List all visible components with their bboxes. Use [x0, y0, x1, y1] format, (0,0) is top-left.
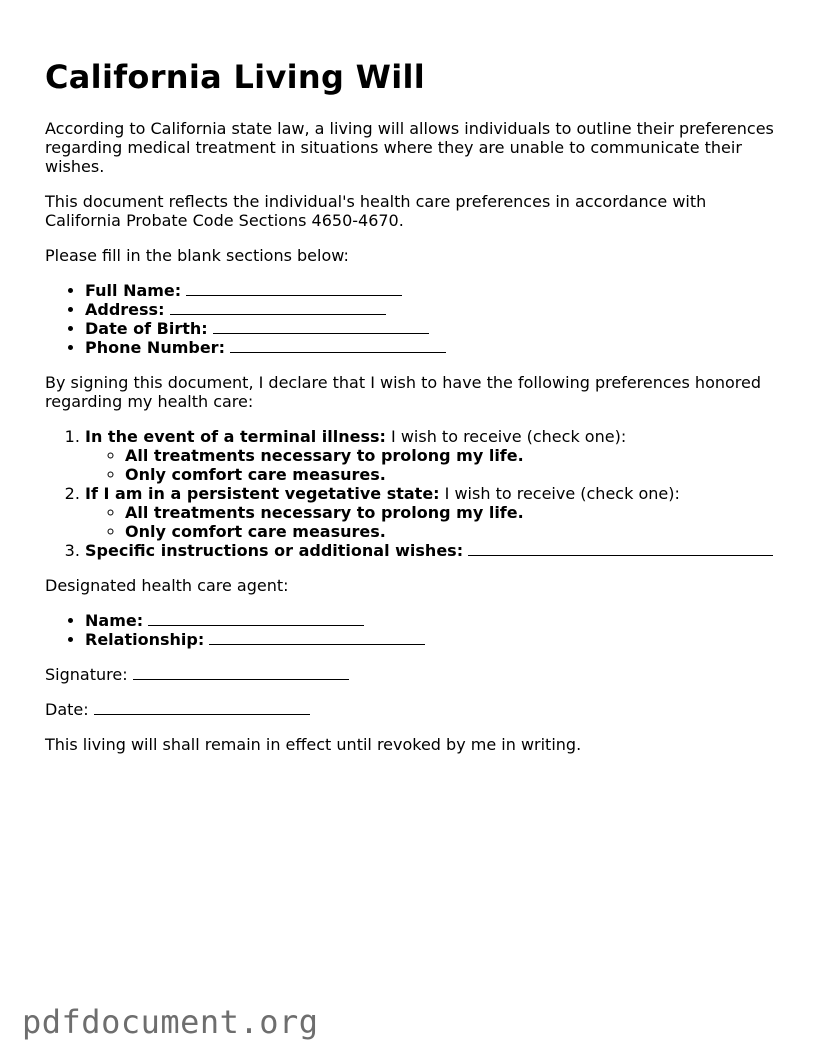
vegetative-state-instruction: I wish to receive (check one): — [439, 484, 680, 503]
option-comfort-care[interactable] — [125, 522, 780, 541]
closing-paragraph: This living will shall remain in effect until revoked by me in writing. — [45, 735, 582, 754]
preference-vegetative-state — [85, 484, 780, 541]
date-line — [45, 700, 780, 719]
list-item — [85, 338, 780, 357]
specific-instructions-field[interactable] — [468, 541, 773, 556]
address-label: Address: — [85, 300, 165, 319]
option-prolong-life-label: All treatments necessary to prolong my life. — [125, 503, 524, 522]
probate-code-paragraph: This document reflects the individual's health care preferences in accordance with California Probate Code Sections 4650-4670. — [45, 192, 707, 230]
preference-terminal-illness — [85, 427, 780, 484]
signature-label: Signature: — [45, 665, 128, 684]
option-comfort-care[interactable] — [125, 465, 780, 484]
vegetative-state-options — [85, 503, 780, 541]
agent-info-list — [45, 611, 780, 649]
signature-line — [45, 665, 780, 684]
document-page — [45, 58, 780, 770]
specific-instructions-heading: Specific instructions or additional wishes: — [85, 541, 464, 560]
option-prolong-life[interactable] — [125, 446, 780, 465]
full-name-field[interactable] — [186, 281, 402, 296]
vegetative-state-heading: If I am in a persistent vegetative state: — [85, 484, 440, 503]
date-field[interactable] — [94, 700, 310, 715]
agent-relationship-label: Relationship: — [85, 630, 205, 649]
fill-prompt: Please fill in the blank sections below: — [45, 246, 349, 265]
phone-number-label: Phone Number: — [85, 338, 225, 357]
list-item — [85, 300, 780, 319]
agent-heading: Designated health care agent: — [45, 576, 289, 595]
preference-specific-instructions — [85, 541, 780, 560]
date-of-birth-label: Date of Birth: — [85, 319, 208, 338]
preferences-list — [45, 427, 780, 560]
option-comfort-care-label: Only comfort care measures. — [125, 522, 386, 541]
option-prolong-life[interactable] — [125, 503, 780, 522]
intro-paragraph: According to California state law, a living will allows individuals to outline their preferences regarding medical treatment in situations where they are unable to communicate their wishes. — [45, 119, 774, 176]
personal-info-list — [45, 281, 780, 357]
document-title: California Living Will — [45, 58, 426, 96]
signature-field[interactable] — [133, 665, 349, 680]
list-item — [85, 319, 780, 338]
date-of-birth-field[interactable] — [213, 319, 429, 334]
full-name-label: Full Name: — [85, 281, 182, 300]
watermark: pdfdocument.org — [22, 1003, 319, 1041]
terminal-illness-options — [85, 446, 780, 484]
list-item — [85, 281, 780, 300]
option-prolong-life-label: All treatments necessary to prolong my life. — [125, 446, 524, 465]
declaration-paragraph: By signing this document, I declare that I wish to have the following preferences honored regarding my health care: — [45, 373, 762, 411]
date-label: Date: — [45, 700, 89, 719]
list-item — [85, 611, 780, 630]
phone-number-field[interactable] — [230, 338, 446, 353]
terminal-illness-heading: In the event of a terminal illness: — [85, 427, 386, 446]
agent-relationship-field[interactable] — [209, 630, 425, 645]
agent-name-label: Name: — [85, 611, 144, 630]
list-item — [85, 630, 780, 649]
terminal-illness-instruction: I wish to receive (check one): — [385, 427, 627, 446]
option-comfort-care-label: Only comfort care measures. — [125, 465, 386, 484]
address-field[interactable] — [170, 300, 386, 315]
agent-name-field[interactable] — [148, 611, 364, 626]
